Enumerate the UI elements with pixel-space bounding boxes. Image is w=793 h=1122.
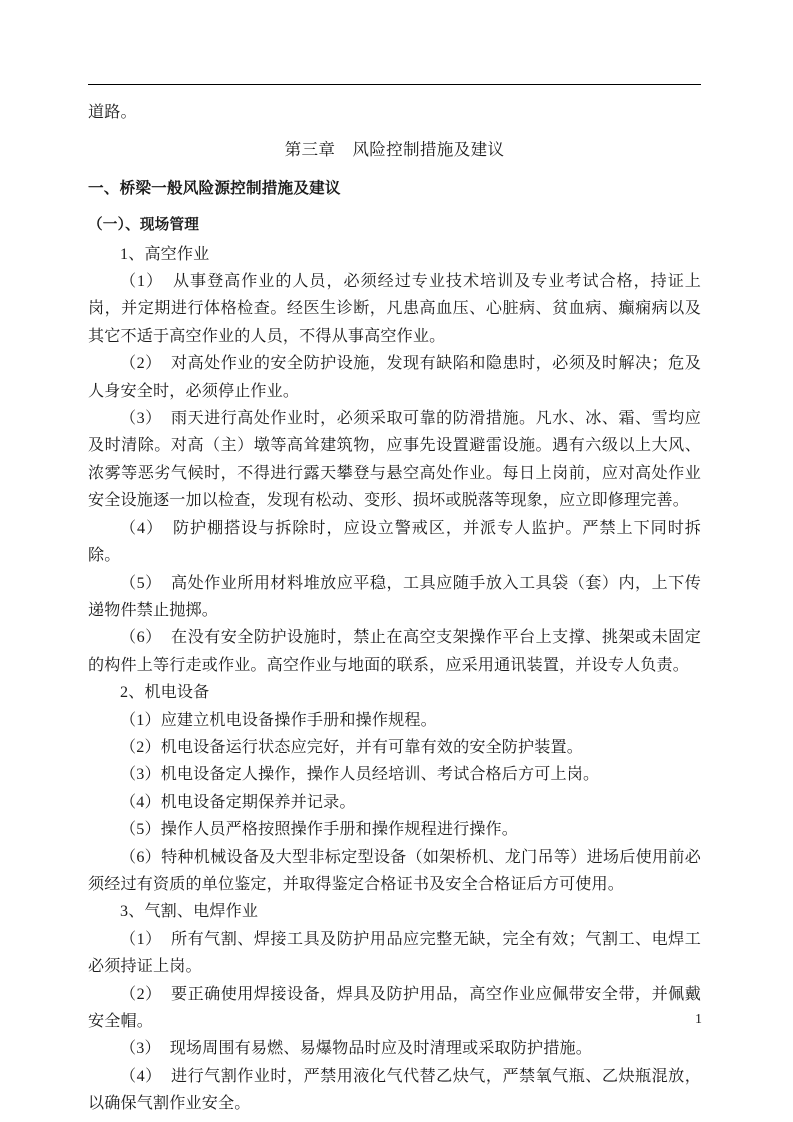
list-item [88, 816, 701, 843]
list-item [88, 1063, 701, 1118]
list-item-text: 机电设备运行状态应完好，并有可靠有效的安全防护装置。 [160, 738, 584, 756]
list-item-marker: （5） [120, 574, 162, 592]
list-item-marker: （1） [120, 930, 162, 948]
list-item-marker: （1） [120, 711, 161, 729]
list-item-text: 应建立机电设备操作手册和操作规程。 [160, 711, 437, 729]
list-item [88, 761, 701, 788]
list-item-marker: （1） [120, 273, 164, 291]
page-content [88, 84, 701, 1118]
group-label: 2、机电设备 [120, 684, 210, 702]
list-item-text: 高处作业所用材料堆放应平稳，工具应随手放入工具袋（套）内，上下传递物件禁止抛掷。 [88, 574, 701, 619]
list-item-marker: （2） [120, 355, 162, 373]
list-item [88, 926, 701, 981]
list-item-text: 从事登高作业的人员，必须经过专业技术培训及专业考试合格，持证上岗，并定期进行体格检查。经医生诊断，凡患高血压、心脏病、贫血病、癫痫病以及其它不适于高空作业的人员，不得从事高空作业。 [88, 273, 701, 345]
list-item-text: 进行气割作业时，严禁用液化气代替乙炔气，严禁氧气瓶、乙炔瓶混放，以确保气割作业安全。 [88, 1067, 701, 1113]
list-item-marker: （3） [120, 766, 161, 784]
list-item-text: 机电设备定人操作，操作人员经培训、考试合格后方可上岗。 [160, 766, 600, 784]
group-label: 1、高空作业 [120, 245, 210, 263]
list-item-marker: （4） [120, 793, 161, 811]
list-item-marker: （3） [120, 410, 162, 428]
list-item-text: 在没有安全防护设施时，禁止在高空支架操作平台上支撑、挑架或未固定的构件上等行走或作业。高空作业与地面的联系，应采用通讯装置，并设专人负责。 [88, 629, 701, 674]
list-item [88, 1035, 701, 1062]
list-item [88, 624, 701, 679]
list-item [88, 707, 701, 734]
list-item-text: 对高处作业的安全防护设施，发现有缺陷和隐患时，必须及时解决；危及人身安全时，必须停止作业。 [88, 355, 701, 400]
list-item [88, 844, 701, 899]
list-item-marker: （2） [120, 738, 161, 756]
list-item [88, 350, 701, 405]
group-label: 3、气割、电焊作业 [120, 903, 259, 921]
list-item-marker: （4） [120, 519, 164, 537]
section-heading: 一、桥梁一般风险源控制措施及建议 [88, 179, 341, 197]
list-item [88, 789, 701, 816]
list-item [88, 515, 701, 570]
chapter-title-name: 风险控制措施及建议 [352, 140, 505, 160]
list-item-text: 要正确使用焊接设备，焊具及防护用品，高空作业应佩带安全带，并佩戴安全帽。 [88, 985, 701, 1030]
list-item-text: 操作人员严格按照操作手册和操作规程进行操作。 [160, 821, 519, 839]
content-groups [88, 241, 701, 1118]
list-item-text: 所有气割、焊接工具及防护用品应完整无缺，完全有效；气割工、电焊工必须持证上岗。 [88, 930, 701, 976]
list-item-marker: （6） [120, 848, 162, 866]
list-item-marker: （5） [120, 821, 161, 839]
list-item-marker: （3） [120, 1040, 161, 1058]
list-item [88, 981, 701, 1036]
list-item-text: 特种机械设备及大型非标定型设备（如架桥机、龙门吊等）进场后使用前必须经过有资质的单位鉴定，并取得鉴定合格证书及安全合格证后方可使用。 [88, 848, 702, 893]
chapter-title-prefix: 第三章 [284, 140, 336, 160]
list-item [88, 268, 701, 350]
list-item-text: 雨天进行高处作业时，必须采取可靠的防滑措施。凡水、冰、霜、雪均应及时清除。对高（主）墩等高耸建筑物，应事先设置避雷设施。遇有六级以上大风、浓雾等恶劣气候时，不得进行露天攀登与悬空高处作业。每日上岗前，应对高处作业安全设施逐一加以检查，发现有松动、变形、损坏或脱落等现象，应立即修理完善。 [88, 410, 701, 510]
list-item-text: 防护棚搭设与拆除时，应设立警戒区，并派专人监护。严禁上下同时拆除。 [88, 519, 701, 565]
list-item [88, 734, 701, 761]
continuation-line: 道路。 [88, 104, 137, 121]
header-rule-divider [88, 84, 701, 85]
list-item-text: 现场周围有易燃、易爆物品时应及时清理或采取防护措施。 [169, 1040, 593, 1058]
subsection-heading: （一）、现场管理 [88, 217, 200, 234]
chapter-title [88, 136, 701, 163]
list-item [88, 570, 701, 625]
list-item-marker: （2） [120, 985, 162, 1003]
page-number: 1 [695, 1012, 702, 1027]
list-item-text: 机电设备定期保养并记录。 [160, 793, 356, 811]
list-item-marker: （6） [120, 629, 162, 647]
list-item [88, 405, 701, 515]
list-item-marker: （4） [120, 1067, 162, 1085]
